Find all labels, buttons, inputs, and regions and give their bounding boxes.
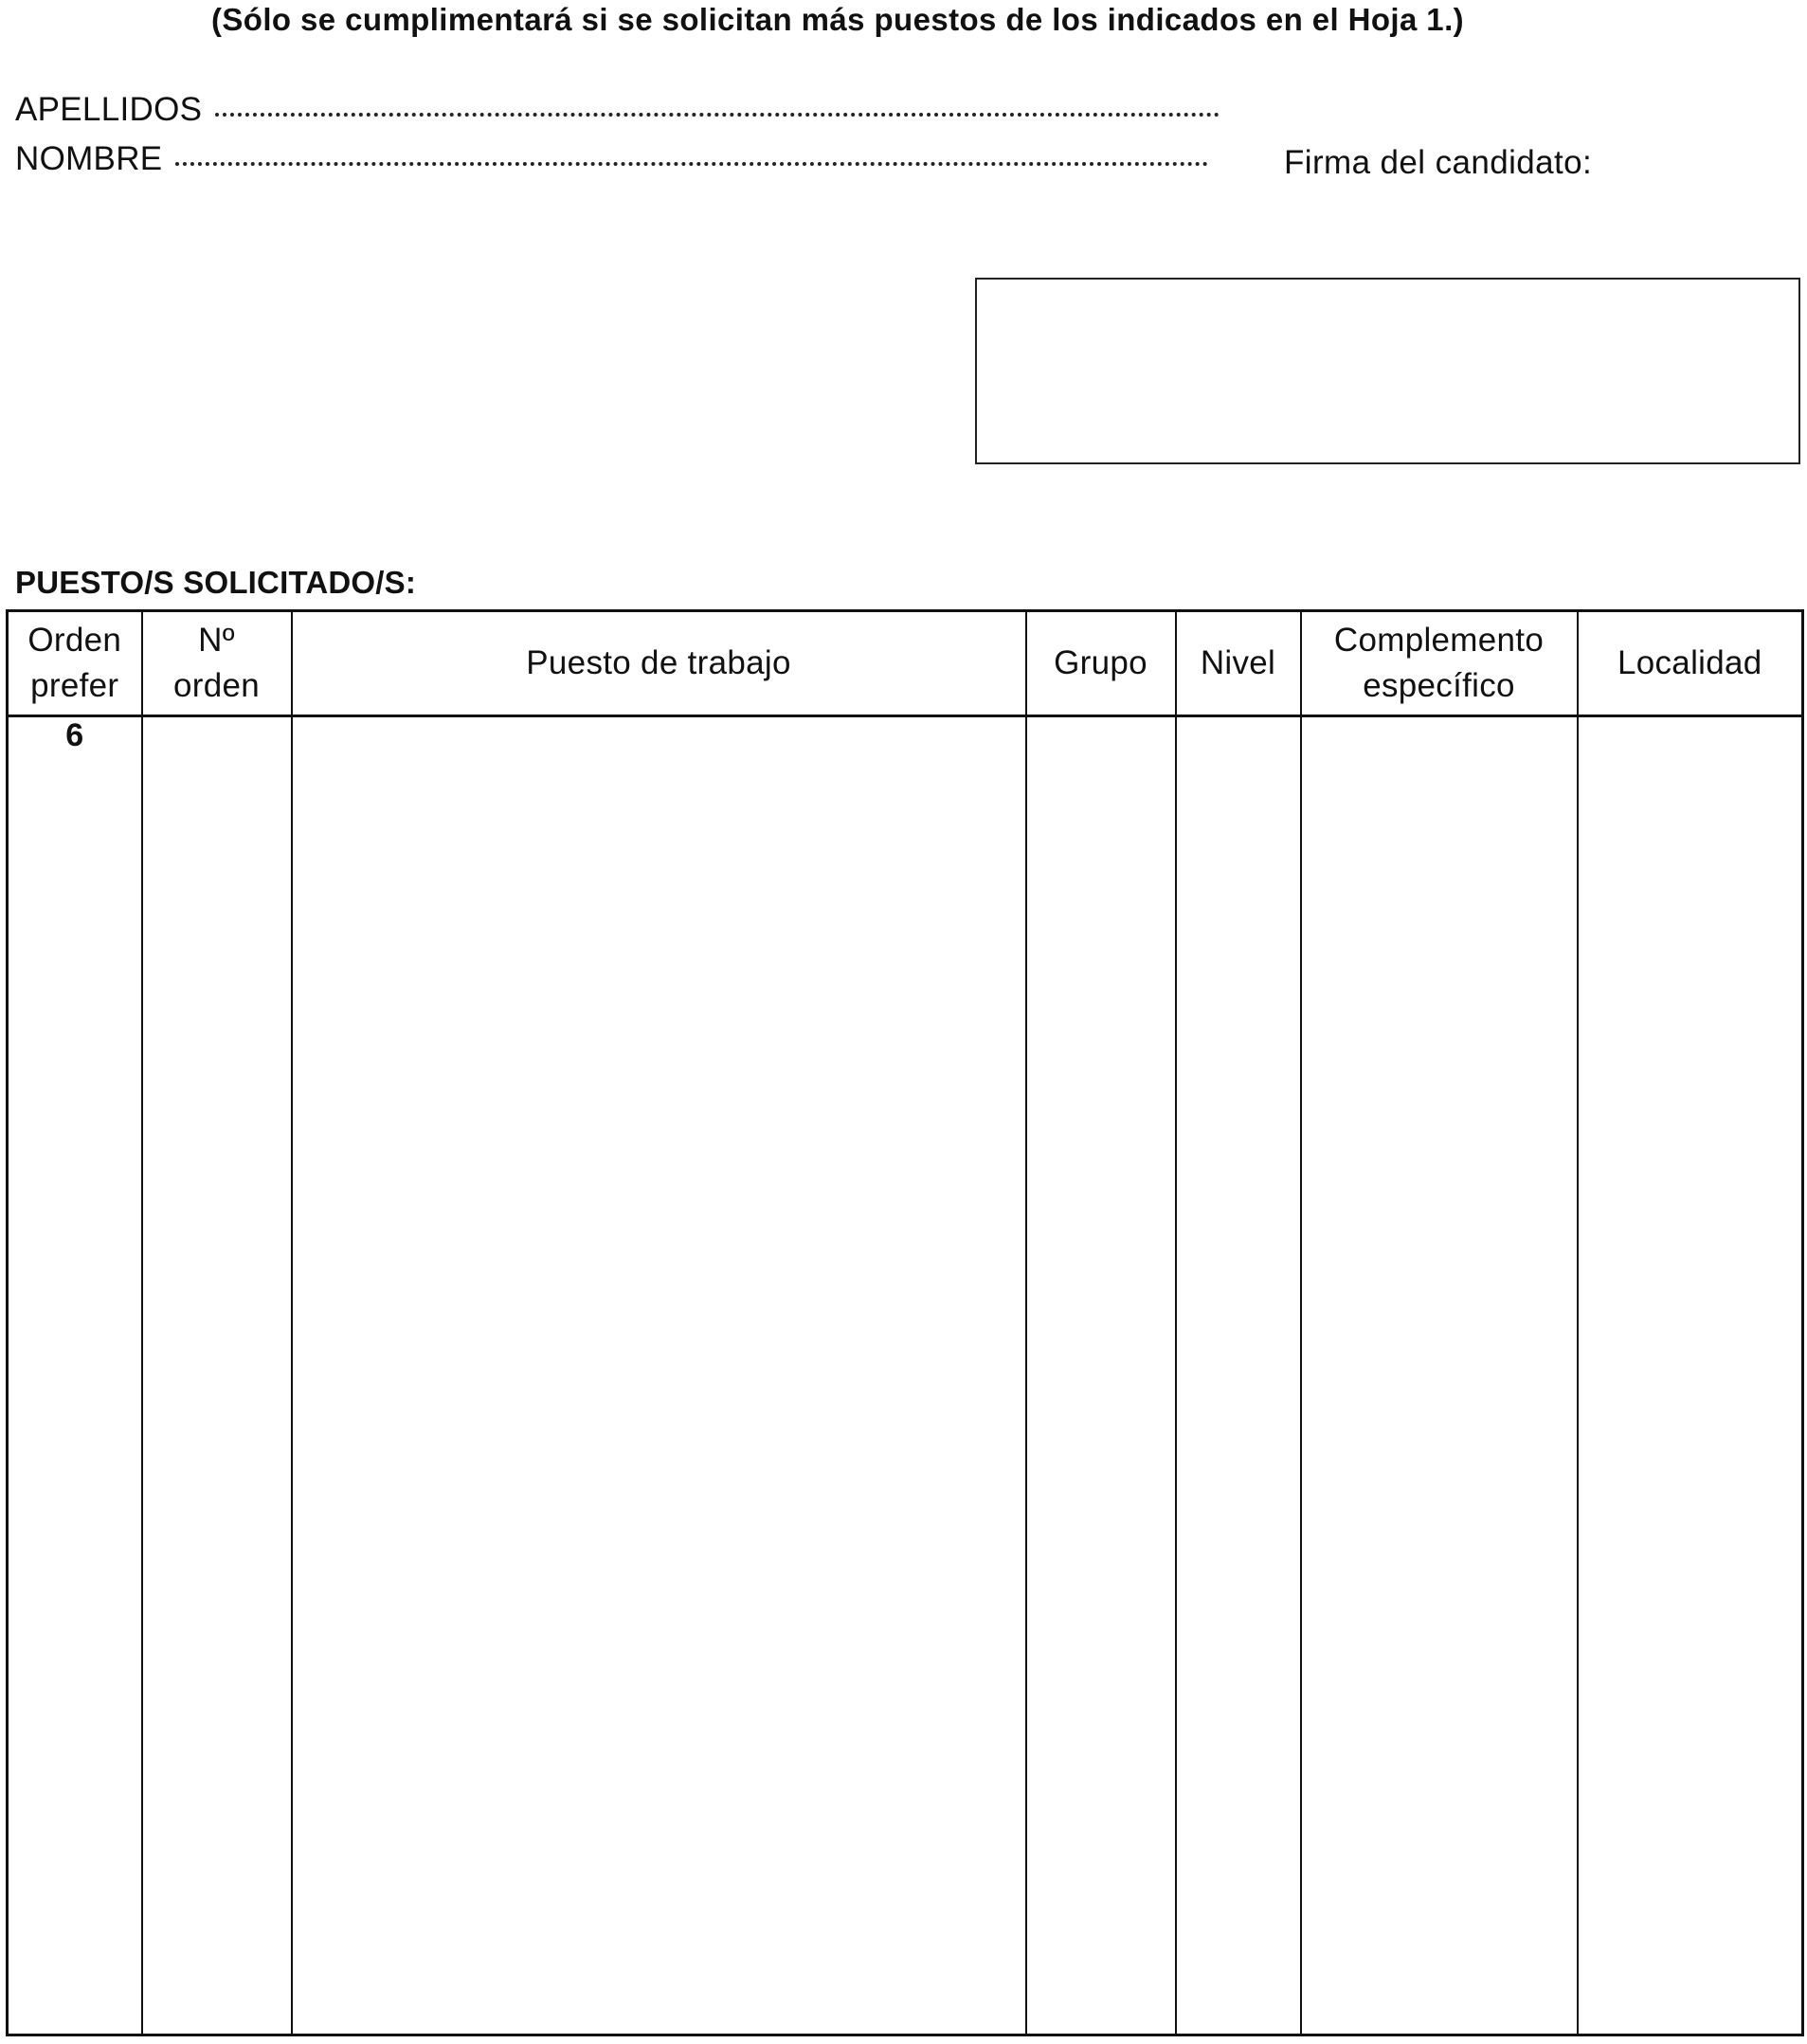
cell-complemento[interactable]	[1301, 716, 1578, 2035]
firma-label: Firma del candidato:	[1284, 144, 1593, 181]
header-n-orden-line1: Nº	[198, 622, 235, 659]
apellidos-dotted-line[interactable]	[215, 113, 1220, 117]
header-orden-prefer-line2: prefer	[30, 667, 119, 704]
section-title: PUESTO/S SOLICITADO/S:	[15, 565, 417, 600]
header-grupo-label: Grupo	[1054, 644, 1147, 681]
signature-box[interactable]	[975, 278, 1800, 464]
cell-localidad[interactable]	[1578, 716, 1803, 2035]
cell-n-orden[interactable]	[142, 716, 292, 2035]
form-note: (Sólo se cumplimentará si se solicitan más puestos de los indicados en el Hoja 1.)	[211, 2, 1465, 37]
puestos-table	[6, 609, 1804, 2036]
header-complemento-line1: Complemento	[1333, 622, 1545, 659]
table-row	[8, 716, 1803, 2035]
header-orden-prefer	[8, 611, 142, 716]
header-nivel-label: Nivel	[1200, 644, 1276, 681]
header-puesto-label: Puesto de trabajo	[526, 644, 791, 681]
header-puesto-de-trabajo	[292, 611, 1026, 716]
cell-nivel[interactable]	[1176, 716, 1301, 2035]
cell-orden-prefer[interactable]: 6	[8, 716, 142, 2035]
nombre-dotted-line[interactable]	[175, 162, 1208, 166]
table-header-row	[8, 611, 1803, 716]
cell-grupo[interactable]	[1026, 716, 1176, 2035]
header-orden-prefer-line1: Orden	[27, 622, 122, 659]
header-grupo	[1026, 611, 1176, 716]
apellidos-field	[15, 91, 1220, 129]
header-localidad-label: Localidad	[1617, 644, 1762, 681]
nombre-label: NOMBRE	[15, 140, 163, 177]
header-n-orden	[142, 611, 292, 716]
cell-puesto[interactable]	[292, 716, 1026, 2035]
header-complemento-especifico	[1301, 611, 1578, 716]
apellidos-label: APELLIDOS	[15, 91, 203, 128]
header-nivel	[1176, 611, 1301, 716]
header-localidad	[1578, 611, 1803, 716]
header-n-orden-line2: orden	[172, 667, 261, 704]
header-complemento-line2: específico	[1363, 667, 1515, 704]
nombre-field	[15, 140, 1208, 178]
